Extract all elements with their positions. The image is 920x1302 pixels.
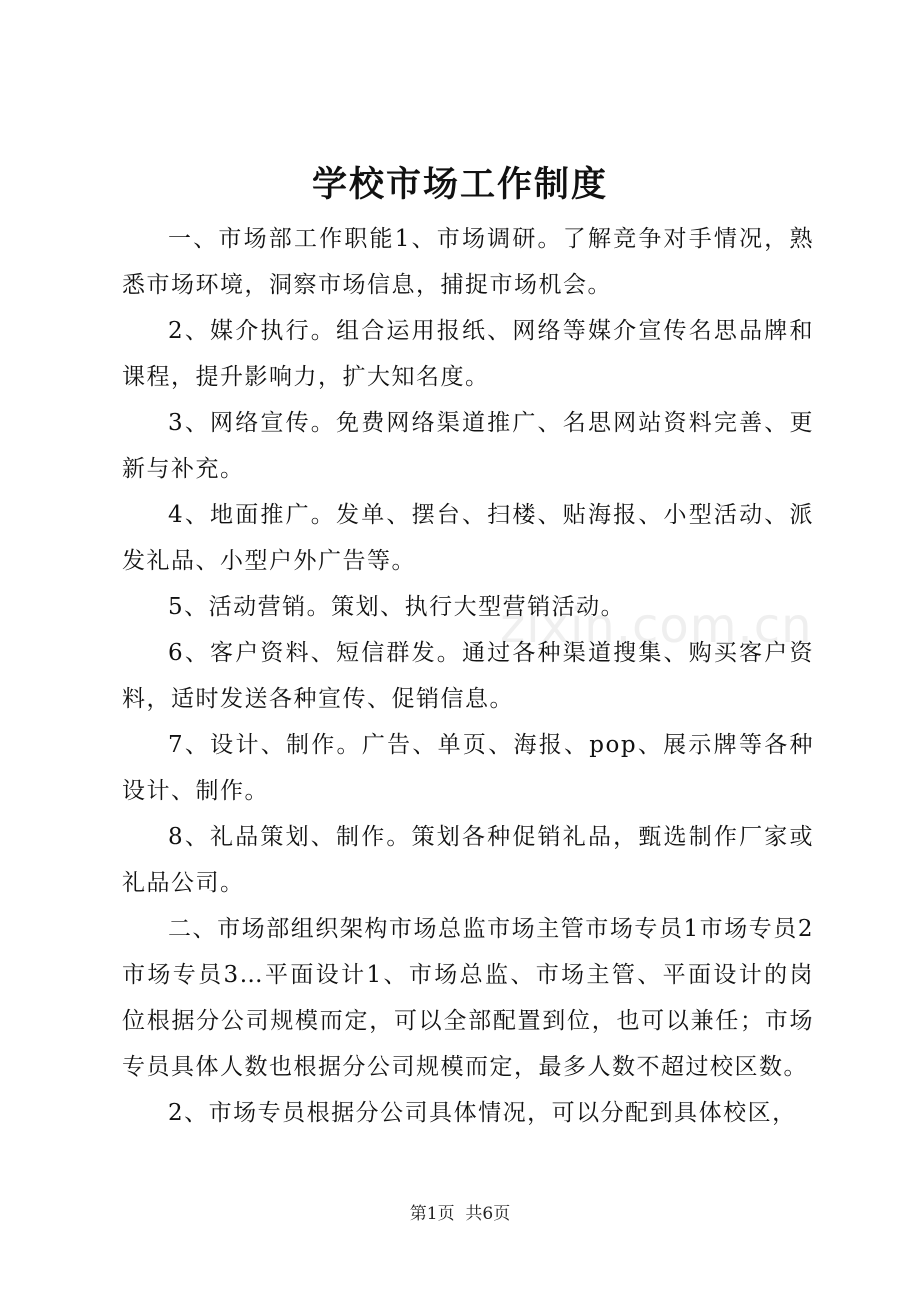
paragraph-10: 2、市场专员根据分公司具体情况，可以分配到具体校区，	[168, 1100, 797, 1126]
paragraph-8: 8、礼品策划、制作。策划各种促销礼品，甄选制作厂家或礼品公司。	[122, 824, 814, 896]
paragraph-1: 一、市场部工作职能1、市场调研。了解竞争对手情况，熟悉市场环境，洞察市场信息，捕捉市场机会。	[122, 226, 814, 298]
paragraph-4: 4、地面推广。发单、摆台、扫楼、贴海报、小型活动、派发礼品、小型户外广告等。	[122, 502, 814, 574]
paragraph-7: 7、设计、制作。广告、单页、海报、pop、展示牌等各种设计、制作。	[122, 732, 814, 804]
page-total: 共6页	[465, 1204, 511, 1224]
paragraph-5: 5、活动营销。策划、执行大型营销活动。	[168, 594, 626, 620]
page-footer	[0, 1202, 920, 1226]
document-title: 学校市场工作制度	[311, 164, 608, 205]
paragraph-9: 二、市场部组织架构市场总监市场主管市场专员1市场专员2市场专员3…平面设计1、市场总监、市场主管、平面设计的岗位根据分公司规模而定，可以全部配置到位，也可以兼任；市场专员具体人数也根据分公司规模而定，最多人数不超过校区数。	[122, 916, 814, 1080]
paragraph-2: 2、媒介执行。组合运用报纸、网络等媒介宣传名思品牌和课程，提升影响力，扩大知名度。	[122, 318, 814, 390]
page-number: 第1页	[409, 1204, 455, 1224]
footer-spacer	[455, 1204, 466, 1224]
document-body	[122, 216, 814, 1136]
watermark: zixin.com.cn	[500, 598, 813, 654]
paragraph-3: 3、网络宣传。免费网络渠道推广、名思网站资料完善、更新与补充。	[122, 410, 814, 482]
paragraph-6: 6、客户资料、短信群发。通过各种渠道搜集、购买客户资料，适时发送各种宣传、促销信息。	[122, 640, 814, 712]
